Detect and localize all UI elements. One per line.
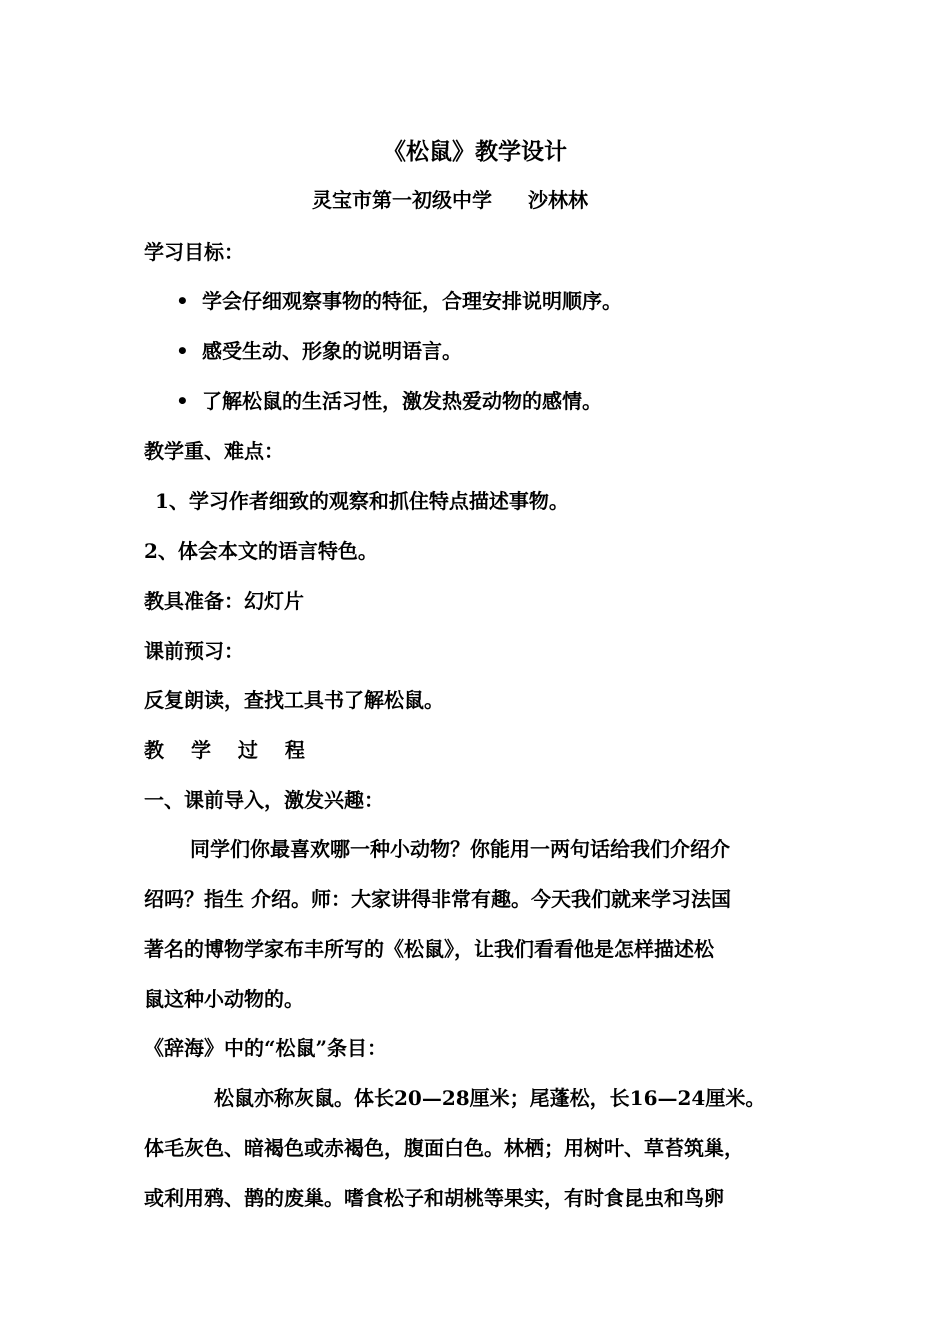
key-points-heading: 教学重、难点： [144, 439, 284, 463]
objective-text: 学会仔细观察事物的特征，合理安排说明顺序。 [202, 289, 622, 313]
key-point-item: 2、体会本文的语言特色。 [144, 539, 378, 563]
objective-item [176, 389, 602, 413]
intro-line: 绍吗？指生 介绍。师：大家讲得非常有趣。今天我们就来学习法国 [144, 887, 731, 911]
bullet-icon: • [176, 339, 189, 363]
bullet-icon: • [176, 289, 189, 313]
cihai-line: 或利用鸦、鹊的废巢。嗜食松子和胡桃等果实，有时食昆虫和鸟卵 [144, 1186, 724, 1210]
intro-line: 著名的博物学家布丰所写的《松鼠》，让我们看看他是怎样描述松 [144, 937, 714, 961]
document-title: 《松鼠》教学设计 [383, 138, 567, 165]
school-name: 灵宝市第一初级中学 [312, 188, 492, 212]
cihai-line: 松鼠亦称灰鼠。体长20—28厘米；尾蓬松，长16—24厘米。 [214, 1086, 766, 1110]
objective-text: 感受生动、形象的说明语言。 [202, 339, 462, 363]
objective-item [176, 339, 462, 363]
tools-line: 教具准备：幻灯片 [144, 589, 304, 613]
intro-line: 鼠这种小动物的。 [144, 987, 304, 1011]
cihai-line: 体毛灰色、暗褐色或赤褐色，腹面白色。林栖；用树叶、草苔筑巢， [144, 1136, 744, 1160]
key-point-item: 1、学习作者细致的观察和抓住特点描述事物。 [155, 489, 569, 513]
author-line [312, 188, 588, 212]
intro-line: 同学们你最喜欢哪一种小动物？你能用一两句话给我们介绍介 [190, 837, 730, 861]
objectives-heading: 学习目标： [144, 240, 244, 264]
objective-text: 了解松鼠的生活习性，激发热爱动物的感情。 [202, 389, 602, 413]
objective-item [176, 289, 622, 313]
author-name: 沙林林 [528, 188, 588, 212]
bullet-icon: • [176, 389, 189, 413]
section-heading: 一、课前导入，激发兴趣： [144, 788, 384, 812]
process-heading: 教 学 过 程 [144, 738, 315, 762]
cihai-heading: 《辞海》中的“松鼠”条目： [144, 1036, 388, 1060]
preview-heading: 课前预习： [144, 639, 244, 663]
preview-text: 反复朗读，查找工具书了解松鼠。 [144, 688, 444, 712]
